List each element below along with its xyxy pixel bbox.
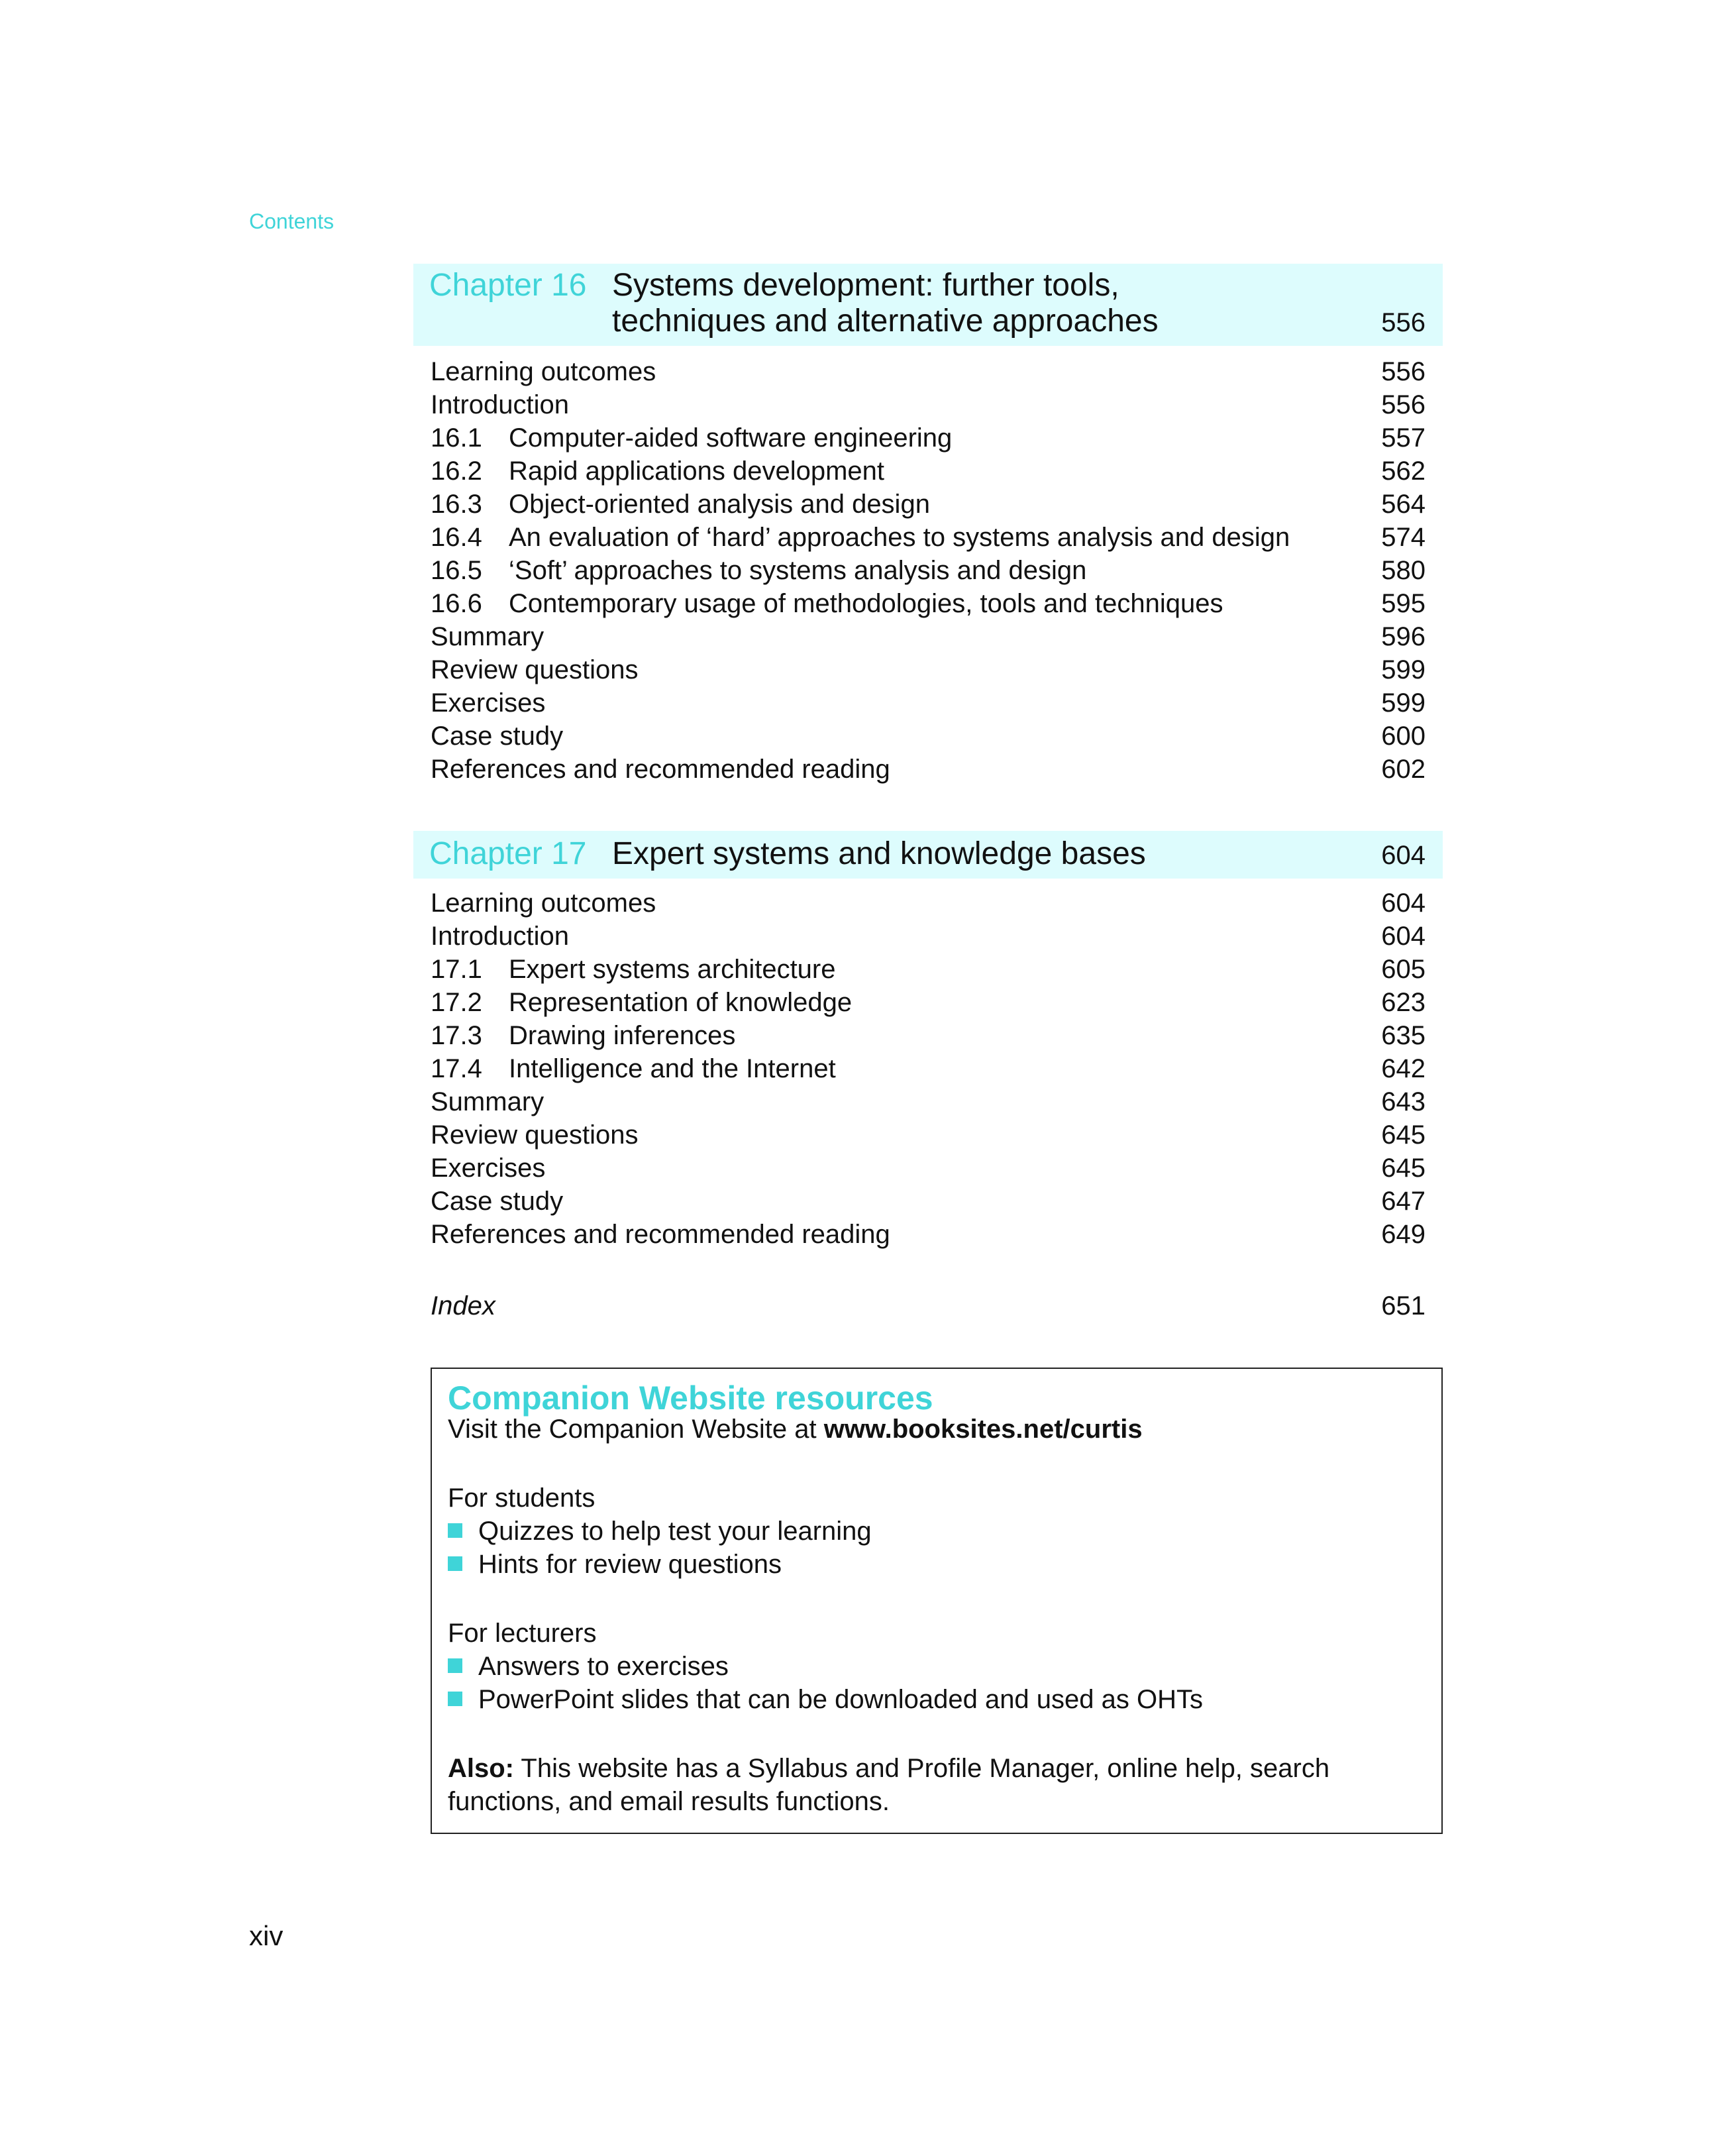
toc-entry (431, 720, 1426, 753)
entry-page: 645 (1381, 1120, 1426, 1150)
entry-title: Introduction (431, 922, 570, 951)
entry-title: Computer-aided software engineering (509, 423, 953, 453)
section-number: 16.3 (431, 490, 482, 519)
entry-page: 556 (1381, 357, 1426, 386)
entry-page: 643 (1381, 1087, 1426, 1116)
entry-page: 599 (1381, 655, 1426, 684)
entry-page: 556 (1381, 390, 1426, 419)
section-number: 16.6 (431, 589, 482, 618)
toc-entry (431, 986, 1426, 1019)
lecturers-heading: For lecturers (448, 1619, 597, 1648)
entry-page: 595 (1381, 589, 1426, 618)
companion-title: Companion Website resources (448, 1379, 933, 1417)
entry-title: Object-oriented analysis and design (509, 490, 930, 519)
entry-title: Summary (431, 1087, 544, 1116)
toc-entry (431, 1019, 1426, 1052)
entry-title: Representation of knowledge (509, 988, 853, 1017)
entry-title: An evaluation of ‘hard’ approaches to systems analysis and design (509, 523, 1290, 552)
entry-title: Contemporary usage of methodologies, tools and techniques (509, 589, 1223, 618)
entry-page: 647 (1381, 1187, 1426, 1216)
toc-entry (431, 1118, 1426, 1152)
toc-entry (431, 587, 1426, 620)
entry-page: 623 (1381, 988, 1426, 1017)
entry-page: 562 (1381, 457, 1426, 486)
toc-entry (431, 1218, 1426, 1251)
lecturers-item (448, 1683, 1203, 1716)
entry-page: 604 (1381, 889, 1426, 918)
students-item (448, 1548, 782, 1581)
toc-entry (431, 887, 1426, 920)
entry-page: 604 (1381, 922, 1426, 951)
also-line-2: functions, and email results functions. (448, 1787, 890, 1816)
toc-entry (431, 1152, 1426, 1185)
entry-title: Expert systems architecture (509, 955, 836, 984)
entry-title: Exercises (431, 688, 546, 718)
entry-title: Introduction (431, 390, 570, 419)
entry-title: Learning outcomes (431, 889, 656, 918)
chapter-16-entries (431, 355, 1426, 786)
toc-entry (431, 521, 1426, 554)
entry-page: 564 (1381, 490, 1426, 519)
entry-page: 600 (1381, 722, 1426, 751)
chapter-17-page: 604 (1381, 841, 1426, 870)
section-number: 16.4 (431, 523, 482, 552)
students-heading: For students (448, 1483, 596, 1513)
running-head: Contents (249, 209, 335, 233)
entry-title: Drawing inferences (509, 1021, 736, 1050)
lecturers-item-text: Answers to exercises (478, 1652, 729, 1681)
entry-page: 605 (1381, 955, 1426, 984)
toc-entry (431, 620, 1426, 653)
also-text-1: This website has a Syllabus and Profile Manager, online help, search (514, 1754, 1330, 1783)
entry-title: Review questions (431, 655, 639, 684)
entry-title: Intelligence and the Internet (509, 1054, 836, 1083)
chapter-16-header (413, 264, 1443, 346)
visit-line (448, 1413, 1143, 1446)
toc-entry (431, 488, 1426, 521)
entry-page: 599 (1381, 688, 1426, 718)
index-page: 651 (1381, 1291, 1426, 1321)
chapter-17-title: Expert systems and knowledge bases (612, 836, 1146, 871)
students-item-text: Hints for review questions (478, 1550, 782, 1579)
students-item (448, 1515, 872, 1548)
entry-title: Rapid applications development (509, 457, 885, 486)
visit-prefix: Visit the Companion Website at (448, 1415, 824, 1444)
lecturers-item-text: PowerPoint slides that can be downloaded and used as OHTs (478, 1685, 1204, 1714)
square-bullet-icon (448, 1692, 462, 1706)
page-number: xiv (249, 1920, 284, 1951)
section-number: 17.4 (431, 1054, 482, 1083)
entry-page: 580 (1381, 556, 1426, 585)
also-line-1 (448, 1752, 1329, 1785)
students-item-text: Quizzes to help test your learning (478, 1517, 872, 1546)
chapter-17-header (413, 831, 1443, 879)
index-entry (431, 1289, 1426, 1322)
chapter-16-title-line2: techniques and alternative approaches (612, 303, 1159, 339)
also-label: Also: (448, 1754, 514, 1783)
section-number: 16.5 (431, 556, 482, 585)
entry-page: 602 (1381, 755, 1426, 784)
section-number: 16.2 (431, 457, 482, 486)
chapter-16-page: 556 (1381, 308, 1426, 337)
section-number: 17.3 (431, 1021, 482, 1050)
entry-page: 596 (1381, 622, 1426, 651)
entry-page: 649 (1381, 1220, 1426, 1249)
entry-title: Review questions (431, 1120, 639, 1150)
toc-entry (431, 388, 1426, 421)
entry-page: 557 (1381, 423, 1426, 453)
toc-entry (431, 1185, 1426, 1218)
entry-page: 574 (1381, 523, 1426, 552)
entry-page: 645 (1381, 1154, 1426, 1183)
entry-title: Summary (431, 622, 544, 651)
index-label: Index (431, 1291, 495, 1321)
entry-title: Case study (431, 722, 564, 751)
companion-website-box (431, 1368, 1443, 1834)
companion-url[interactable]: www.booksites.net/curtis (823, 1415, 1143, 1444)
section-number: 17.1 (431, 955, 482, 984)
toc-entry (431, 653, 1426, 686)
toc-entry (431, 421, 1426, 455)
square-bullet-icon (448, 1523, 462, 1538)
toc-entry (431, 355, 1426, 388)
chapter-16-title-line1: Systems development: further tools, (612, 268, 1119, 303)
entry-title: Exercises (431, 1154, 546, 1183)
chapter-17-entries (431, 887, 1426, 1251)
section-number: 16.1 (431, 423, 482, 453)
chapter-16-label: Chapter 16 (429, 268, 587, 303)
entry-title: ‘Soft’ approaches to systems analysis and design (509, 556, 1087, 585)
toc-entry (431, 1052, 1426, 1085)
toc-entry (431, 753, 1426, 786)
entry-page: 642 (1381, 1054, 1426, 1083)
toc-entry (431, 686, 1426, 720)
toc-entry (431, 920, 1426, 953)
entry-page: 635 (1381, 1021, 1426, 1050)
toc-entry (431, 1085, 1426, 1118)
entry-title: Learning outcomes (431, 357, 656, 386)
lecturers-item (448, 1650, 729, 1683)
square-bullet-icon (448, 1658, 462, 1673)
entry-title: References and recommended reading (431, 1220, 890, 1249)
section-number: 17.2 (431, 988, 482, 1017)
toc-entry (431, 953, 1426, 986)
entry-title: Case study (431, 1187, 564, 1216)
toc-entry (431, 554, 1426, 587)
entry-title: References and recommended reading (431, 755, 890, 784)
toc-entry (431, 455, 1426, 488)
chapter-17-label: Chapter 17 (429, 836, 587, 871)
square-bullet-icon (448, 1556, 462, 1571)
